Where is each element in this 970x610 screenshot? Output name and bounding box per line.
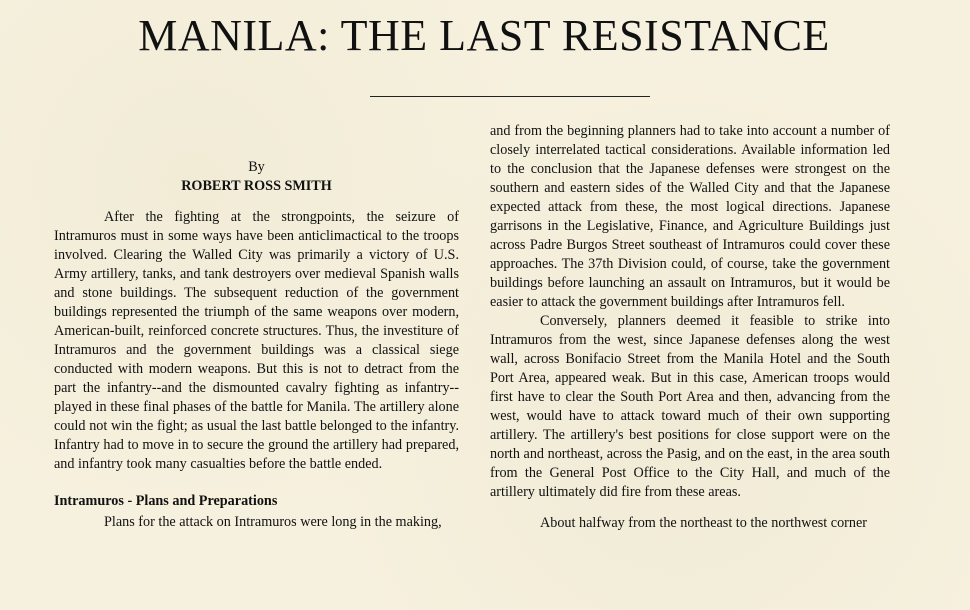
paragraph-corner-start: About halfway from the northeast to the northwest corner	[540, 515, 868, 531]
paragraph-intro: After the fighting at the strongpoints, the seizure of Intramuros must in some ways have been anticlimactical to the troops involved. Clearing the Walled City was primarily a victory of U.S. Army artillery, tanks, and tank destroyers over medieval Spanish walls and stone buildings. The subsequent reduction of the government buildings represented the triumph of the same weapons over modern, American-built, reinforced concrete structures. Thus, the investiture of Intramuros and the government buildings was a classical siege conducted with modern weapons. But this is not to detract from the part the infantry--and the dismounted cavalry fighting as infantry--played in these final phases of the battle for Manila. The artillery alone could not win the fight; as usual the last battle belonged to the infantry. Infantry had to move in to secure the ground the artillery had prepared, and infantry took many casualties before the battle ended.	[54, 209, 459, 472]
paragraph-gap	[490, 502, 890, 514]
paragraph-plans-start: Plans for the attack on Intramuros were long in the making,	[104, 514, 442, 530]
page-title: MANILA: THE LAST RESISTANCE	[138, 11, 830, 60]
right-column	[490, 122, 890, 533]
left-column	[54, 158, 459, 532]
byline: By	[248, 159, 265, 175]
title-divider	[370, 96, 650, 97]
paragraph-west-approach: Conversely, planners deemed it feasible to strike into Intramuros from the west, since Japanese defenses along the west wall, across Bonifacio Street from the Manila Hotel and the South Port Area, appeared weak. But in this case, American troops would first have to clear the South Port Area and then, advancing from the west, would have to attack toward much of their own supporting artillery. The artillery's best positions for close support were on the north and northeast, across the Pasig, and on the east, in the area south from the General Post Office to the City Hall, and much of the artillery ultimately did fire from these areas.	[490, 313, 890, 500]
paragraph-plans-continued: and from the beginning planners had to take into account a number of closely interrelated tactical considerations. Available information led to the conclusion that the Japanese defenses were strongest on the southern and eastern sides of the Walled City and that the Japanese expected attack from these, the most logical directions. Japanese garrisons in the Legislative, Finance, and Agriculture Buildings just across Padre Burgos Street southeast of Intramuros could cover these approaches. The 37th Division could, of course, take the government buildings before launching an assault on Intramuros, but it would be easier to attack the government buildings after Intramuros fell.	[490, 123, 890, 310]
section-heading: Intramuros - Plans and Preparations	[54, 493, 278, 509]
author-name: ROBERT ROSS SMITH	[181, 178, 332, 194]
